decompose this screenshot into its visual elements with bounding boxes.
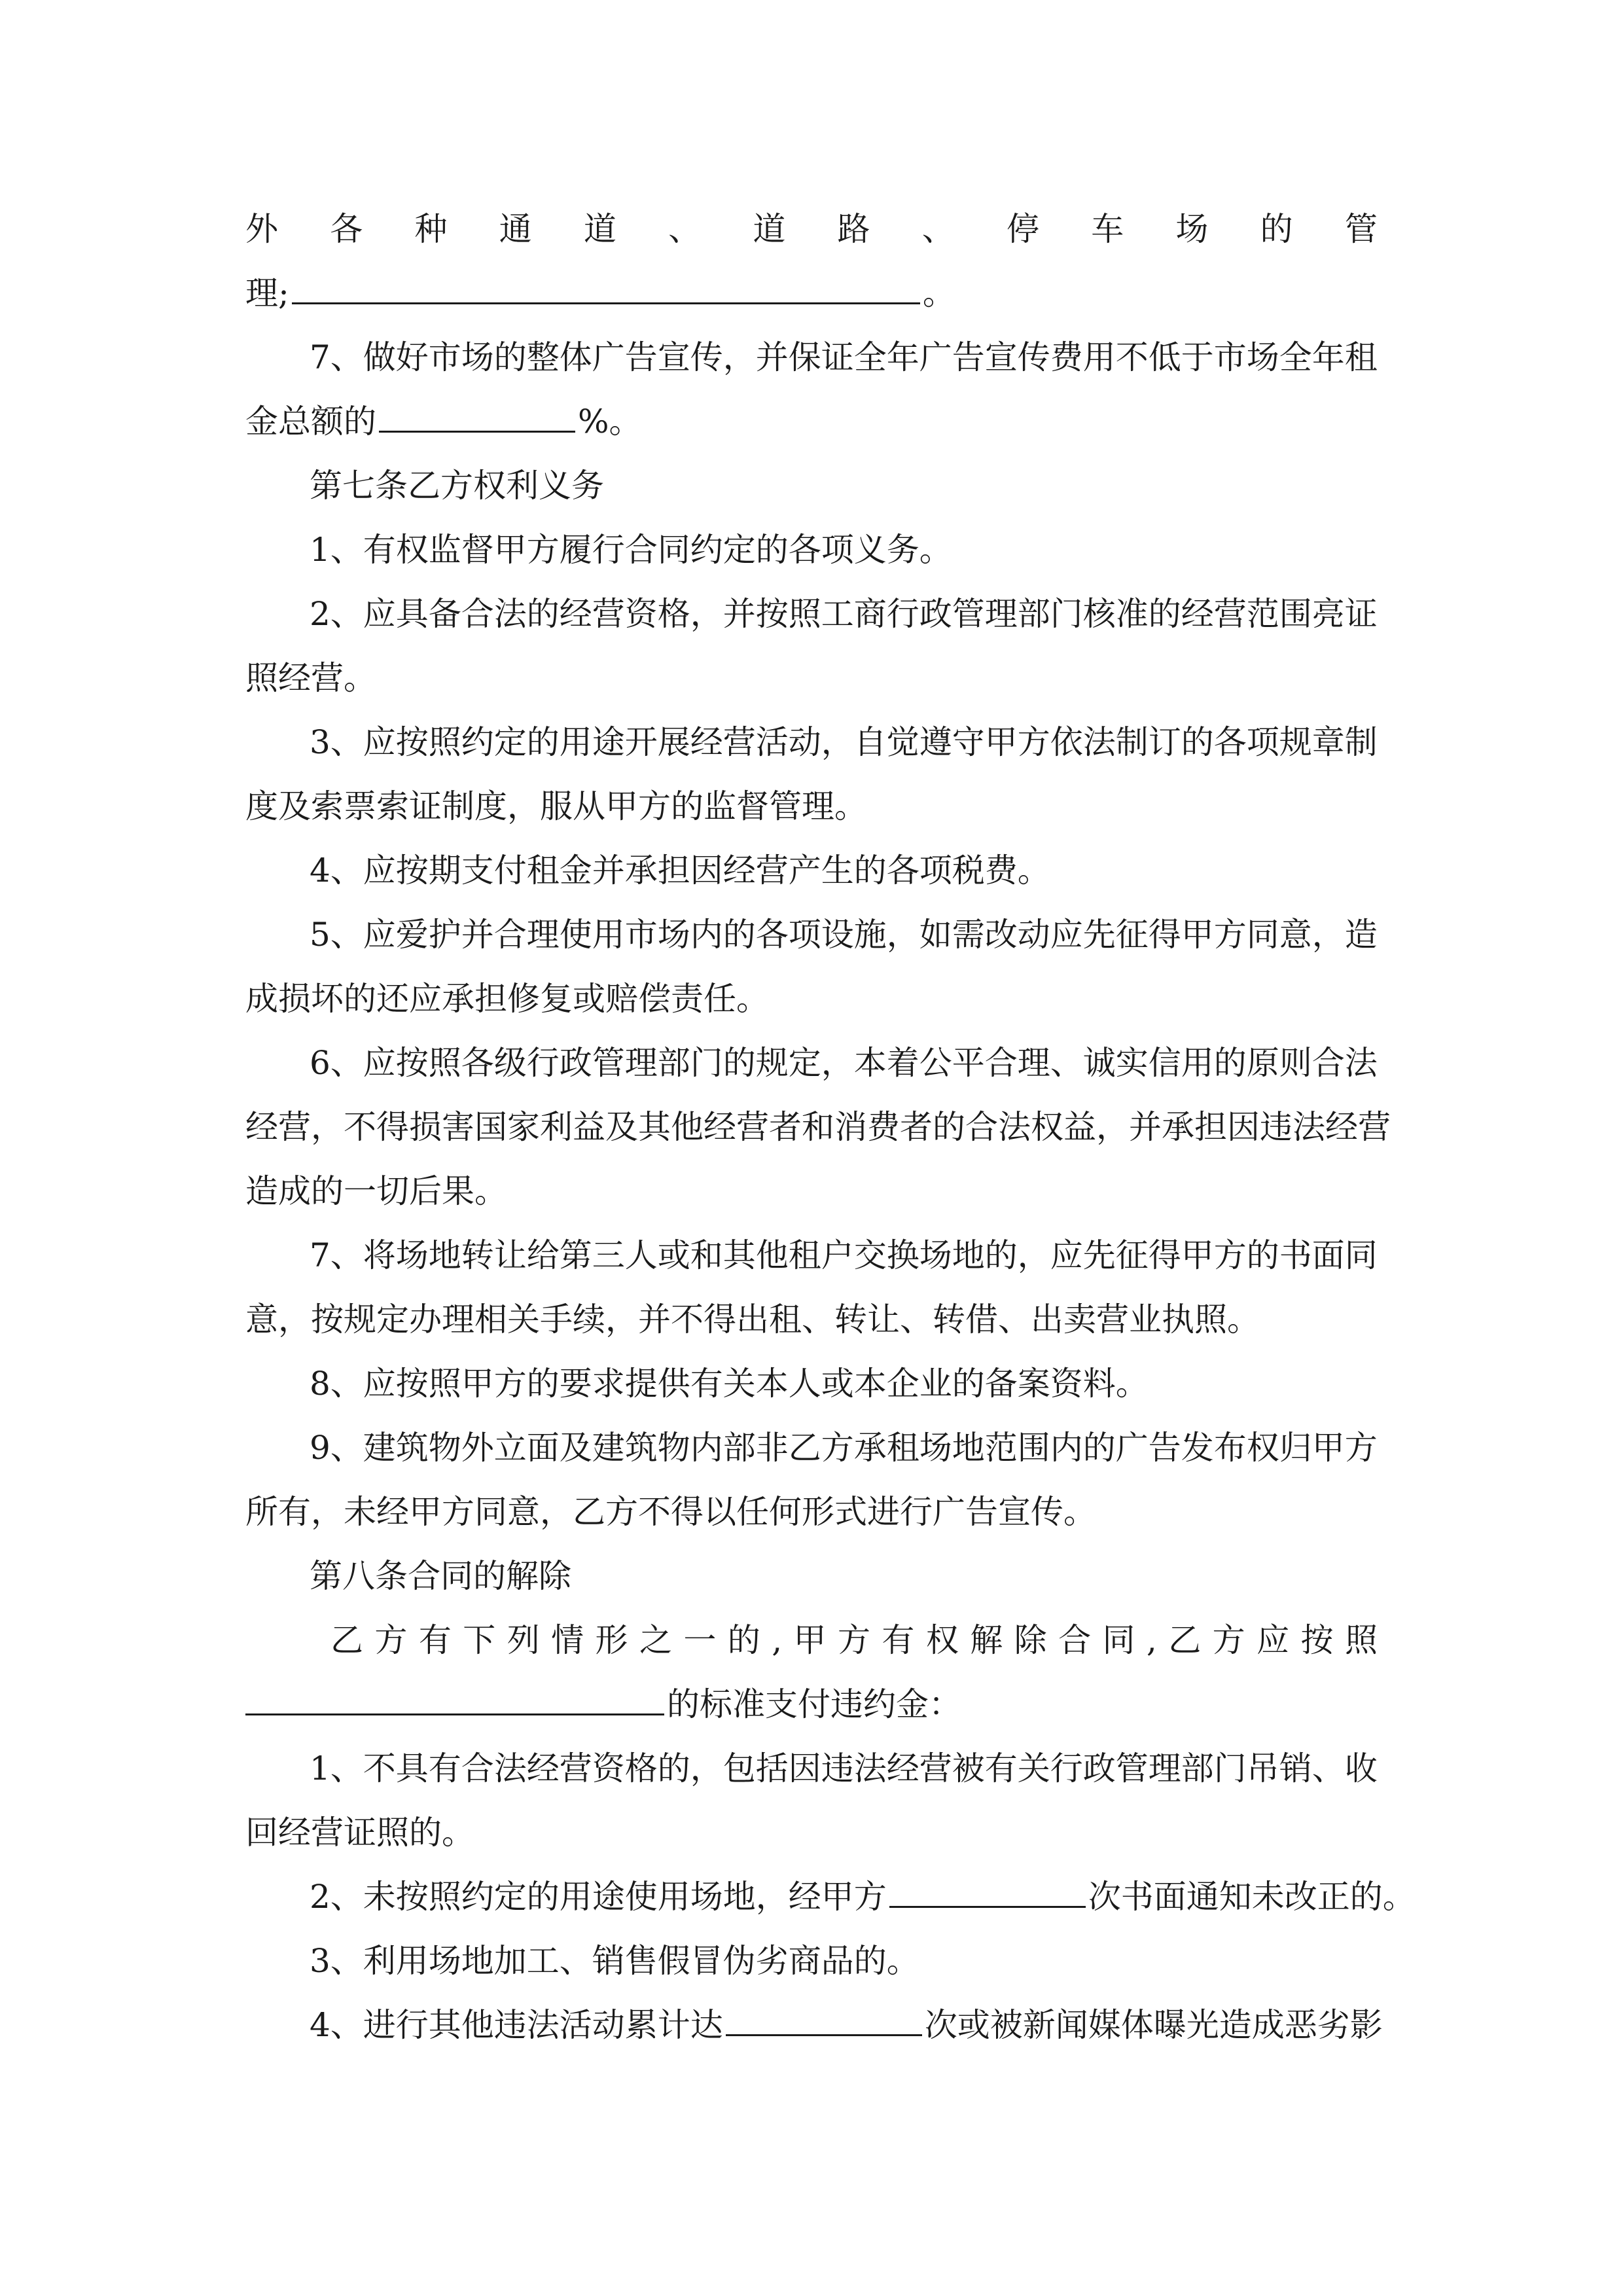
clause: [310, 2004, 1383, 2046]
text: %。: [578, 403, 642, 440]
spaced-char: 下: [463, 1621, 496, 1659]
clause: 成损坏的还应承担修复或赔偿责任。: [245, 980, 769, 1018]
clause: 6、应按照各级行政管理部门的规定，本着公平合理、诚实信用的原则合法: [310, 1044, 1378, 1082]
article-heading: 第八条合同的解除: [310, 1557, 571, 1595]
clause: 所有，未经甲方同意，乙方不得以任何形式进行广告宣传。: [245, 1493, 1096, 1531]
art8-intro-line2: [245, 1683, 961, 1725]
text: 4、进行其他违法活动累计达: [310, 2006, 723, 2044]
fill-blank: [245, 1683, 664, 1715]
spaced-char: 之: [639, 1621, 672, 1659]
spaced-char: 一: [683, 1621, 717, 1659]
spaced-char: 应: [1257, 1621, 1290, 1659]
spaced-char: 合: [1058, 1621, 1092, 1659]
spaced-char: ,: [1146, 1621, 1157, 1659]
spaced-char: 、: [921, 210, 955, 248]
fill-blank: [726, 2004, 922, 2036]
clause: 度及索票索证制度，服从甲方的监督管理。: [245, 787, 867, 825]
spaced-char: 场: [1175, 210, 1209, 248]
spaced-char: 道: [753, 210, 786, 248]
text: 次或被新闻媒体曝光造成恶劣影: [924, 2006, 1383, 2044]
spaced-char: 形: [595, 1621, 628, 1659]
spaced-char: 方: [1212, 1621, 1245, 1659]
line-management-spaced: [245, 208, 1378, 250]
spaced-char: 权: [925, 1621, 959, 1659]
text: 2、未按照约定的用途使用场地，经甲方: [310, 1878, 887, 1916]
spaced-char: 通: [499, 210, 532, 248]
clause: 1、有权监督甲方履行合同约定的各项义务。: [310, 531, 952, 569]
spaced-char: 同: [1102, 1621, 1135, 1659]
spaced-char: 外: [245, 210, 278, 248]
spaced-char: 车: [1091, 210, 1124, 248]
spaced-char: 列: [507, 1621, 540, 1659]
fill-blank: [889, 1876, 1086, 1908]
spaced-char: 的: [1260, 210, 1293, 248]
text: 理;: [245, 274, 289, 312]
spaced-char: 方: [837, 1621, 870, 1659]
spaced-char: 照: [1344, 1621, 1378, 1659]
spaced-char: 乙: [1168, 1621, 1202, 1659]
spaced-char: 管: [1344, 210, 1378, 248]
clause: 2、应具备合法的经营资格，并按照工商行政管理部门核准的经营范围亮证: [310, 595, 1378, 633]
clause: 3、应按照约定的用途开展经营活动，自觉遵守甲方依法制订的各项规章制: [310, 723, 1378, 761]
fill-blank: [292, 272, 920, 304]
text: 金总额的: [245, 403, 376, 440]
text: 的标准支付违约金：: [667, 1685, 961, 1723]
clause: 9、建筑物外立面及建筑物内部非乙方承租场地范围内的广告发布权归甲方: [310, 1429, 1378, 1467]
clause: [310, 1876, 1416, 1918]
spaced-char: 有: [882, 1621, 915, 1659]
spaced-char: 道: [583, 210, 616, 248]
paragraph-line: [245, 401, 642, 442]
spaced-char: 解: [970, 1621, 1003, 1659]
spaced-char: 甲: [793, 1621, 827, 1659]
spaced-char: 路: [837, 210, 870, 248]
article-heading: 第七条乙方权利义务: [310, 467, 604, 505]
text: 次书面通知未改正的。: [1088, 1878, 1416, 1916]
spaced-char: 的: [727, 1621, 760, 1659]
spaced-char: 、: [668, 210, 702, 248]
clause: 7、将场地转让给第三人或和其他租户交换场地的，应先征得甲方的书面同: [310, 1236, 1378, 1274]
clause: 照经营。: [245, 659, 376, 697]
clause: 经营，不得损害国家利益及其他经营者和消费者的合法权益，并承担因违法经营: [245, 1108, 1391, 1146]
spaced-char: 按: [1300, 1621, 1334, 1659]
art8-intro-spaced: [330, 1619, 1378, 1661]
fill-blank: [379, 401, 575, 433]
clause: 1、不具有合法经营资格的，包括因违法经营被有关行政管理部门吊销、收: [310, 1749, 1378, 1787]
spaced-char: 乙: [330, 1621, 363, 1659]
spaced-char: 方: [374, 1621, 408, 1659]
spaced-char: 有: [418, 1621, 452, 1659]
paragraph-line: 7、做好市场的整体广告宣传，并保证全年广告宣传费用不低于市场全年租: [310, 338, 1378, 376]
clause: 造成的一切后果。: [245, 1172, 507, 1210]
clause: 5、应爱护并合理使用市场内的各项设施，如需改动应先征得甲方同意，造: [310, 916, 1378, 954]
spaced-char: 停: [1006, 210, 1039, 248]
spaced-char: 情: [551, 1621, 584, 1659]
spaced-char: ,: [772, 1621, 783, 1659]
clause: 8、应按照甲方的要求提供有关本人或本企业的备案资料。: [310, 1365, 1149, 1403]
clause: 4、应按期支付租金并承担因经营产生的各项税费。: [310, 852, 1050, 889]
line-management-blank: [245, 272, 955, 314]
clause: 意，按规定办理相关手续，并不得出租、转让、转借、出卖营业执照。: [245, 1300, 1260, 1338]
text: 。: [922, 274, 955, 312]
spaced-char: 除: [1014, 1621, 1047, 1659]
clause: 回经营证照的。: [245, 1814, 474, 1852]
spaced-char: 种: [414, 210, 448, 248]
spaced-char: 各: [330, 210, 363, 248]
clause: 3、利用场地加工、销售假冒伪劣商品的。: [310, 1942, 919, 1980]
